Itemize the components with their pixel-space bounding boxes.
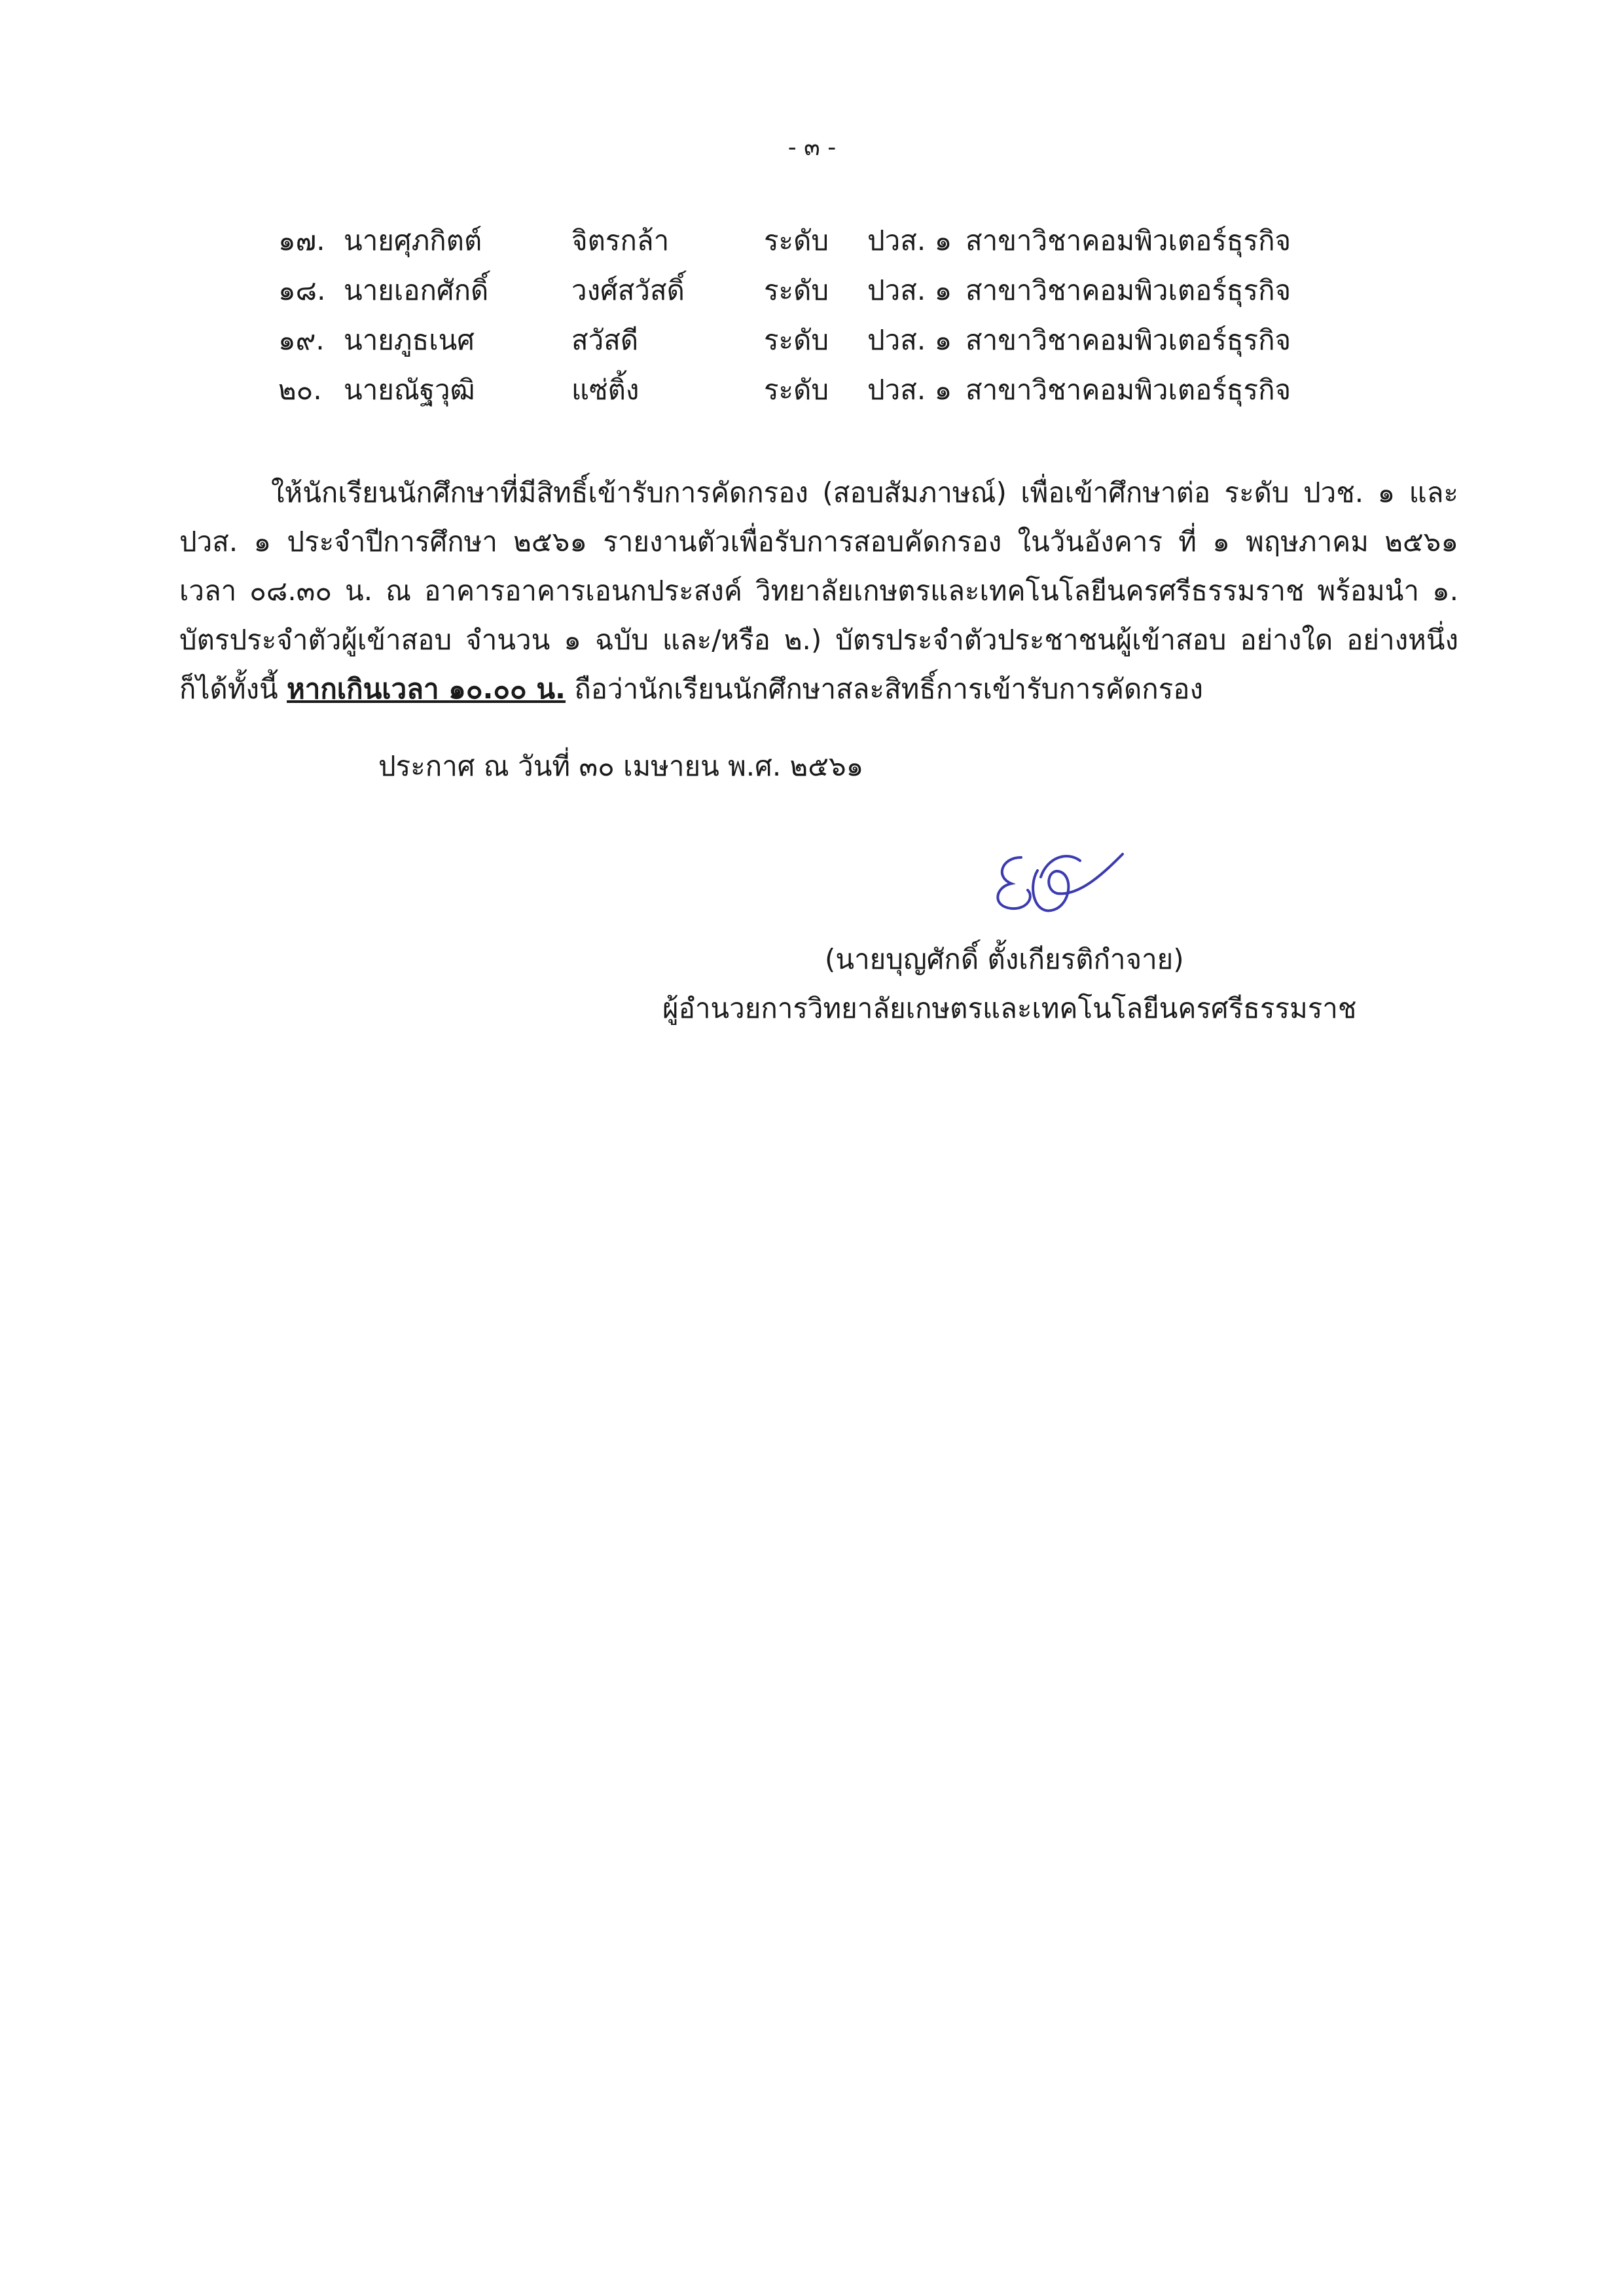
list-item-level: ปวส. ๑ [867,374,952,406]
list-item-level-label: ระดับ [764,374,829,406]
list-item-major: สาขาวิชาคอมพิวเตอร์ธุรกิจ [965,274,1291,306]
list-item-number: ๑๗. [278,224,325,257]
list-item-number: ๒๐. [278,374,322,406]
notice-text-end: ถือว่านักเรียนนักศึกษาสละสิทธิ์การเข้ารับการคัดกรอง [565,673,1204,705]
notice-paragraph [179,468,1458,713]
announcement-date: ประกาศ ณ วันที่ ๓๐ เมษายน พ.ศ. ๒๕๖๑ [378,750,864,782]
list-item-level-label: ระดับ [764,224,829,257]
list-item-first-name: นายณัฐวุฒิ [344,374,475,406]
list-item-last-name: สวัสดี [571,324,639,356]
deadline-emphasis: หากเกินเวลา ๑๐.๐๐ น. [287,673,566,705]
list-item-level: ปวส. ๑ [867,324,952,356]
list-item-first-name: นายภูธเนศ [344,324,475,356]
list-item-major: สาขาวิชาคอมพิวเตอร์ธุรกิจ [965,324,1291,356]
list-item-number: ๑๙. [278,324,325,356]
list-item-last-name: จิตรกล้า [571,224,670,257]
list-item-first-name: นายศุภกิตต์ [344,224,482,257]
list-item-level: ปวส. ๑ [867,224,952,257]
page-number: - ๓ - [787,134,837,161]
signer-title: ผู้อำนวยการวิทยาลัยเกษตรและเทคโนโลยีนครศรีธรรมราช [662,992,1357,1024]
list-item-first-name: นายเอกศักดิ์ [344,274,489,306]
list-item-level-label: ระดับ [764,324,829,356]
notice-text: ให้นักเรียนนักศึกษาที่มีสิทธิ์เข้ารับการคัดกรอง (สอบสัมภาษณ์) เพื่อเข้าศึกษาต่อ ระดับ ปวช. ๑ และ ปวส. ๑ ประจำปีการศึกษา ๒๕๖๑ รายงานตัวเพื่อรับการสอบคัดกรอง ในวันอังคาร ที่ ๑ พฤษภาคม ๒๕๖๑ เวลา ๐๘.๓๐ น. ณ อาคารอาคารเอนกประสงค์ วิทยาลัยเกษตรและเทคโนโลยีนครศรีธรรมราช พร้อมนำ ๑. บัตรประจำตัวผู้เข้าสอบ จำนวน ๑ ฉบับ และ/หรือ ๒.) บัตรประจำตัวประชาชนผู้เข้าสอบ อย่างใด อย่างหนึ่งก็ได้ทั้งนี้ [179,476,1458,705]
list-item-last-name: วงศ์สวัสดิ์ [571,274,685,306]
list-item-number: ๑๘. [278,274,326,306]
list-item-level: ปวส. ๑ [867,274,952,306]
list-item-major: สาขาวิชาคอมพิวเตอร์ธุรกิจ [965,224,1291,257]
signer-name: (นายบุญศักดิ์ ตั้งเกียรติกำจาย) [825,943,1184,975]
list-item-last-name: แซ่ติ้ง [571,374,640,406]
list-item-major: สาขาวิชาคอมพิวเตอร์ธุรกิจ [965,374,1291,406]
list-item-level-label: ระดับ [764,274,829,306]
signature [982,831,1152,942]
